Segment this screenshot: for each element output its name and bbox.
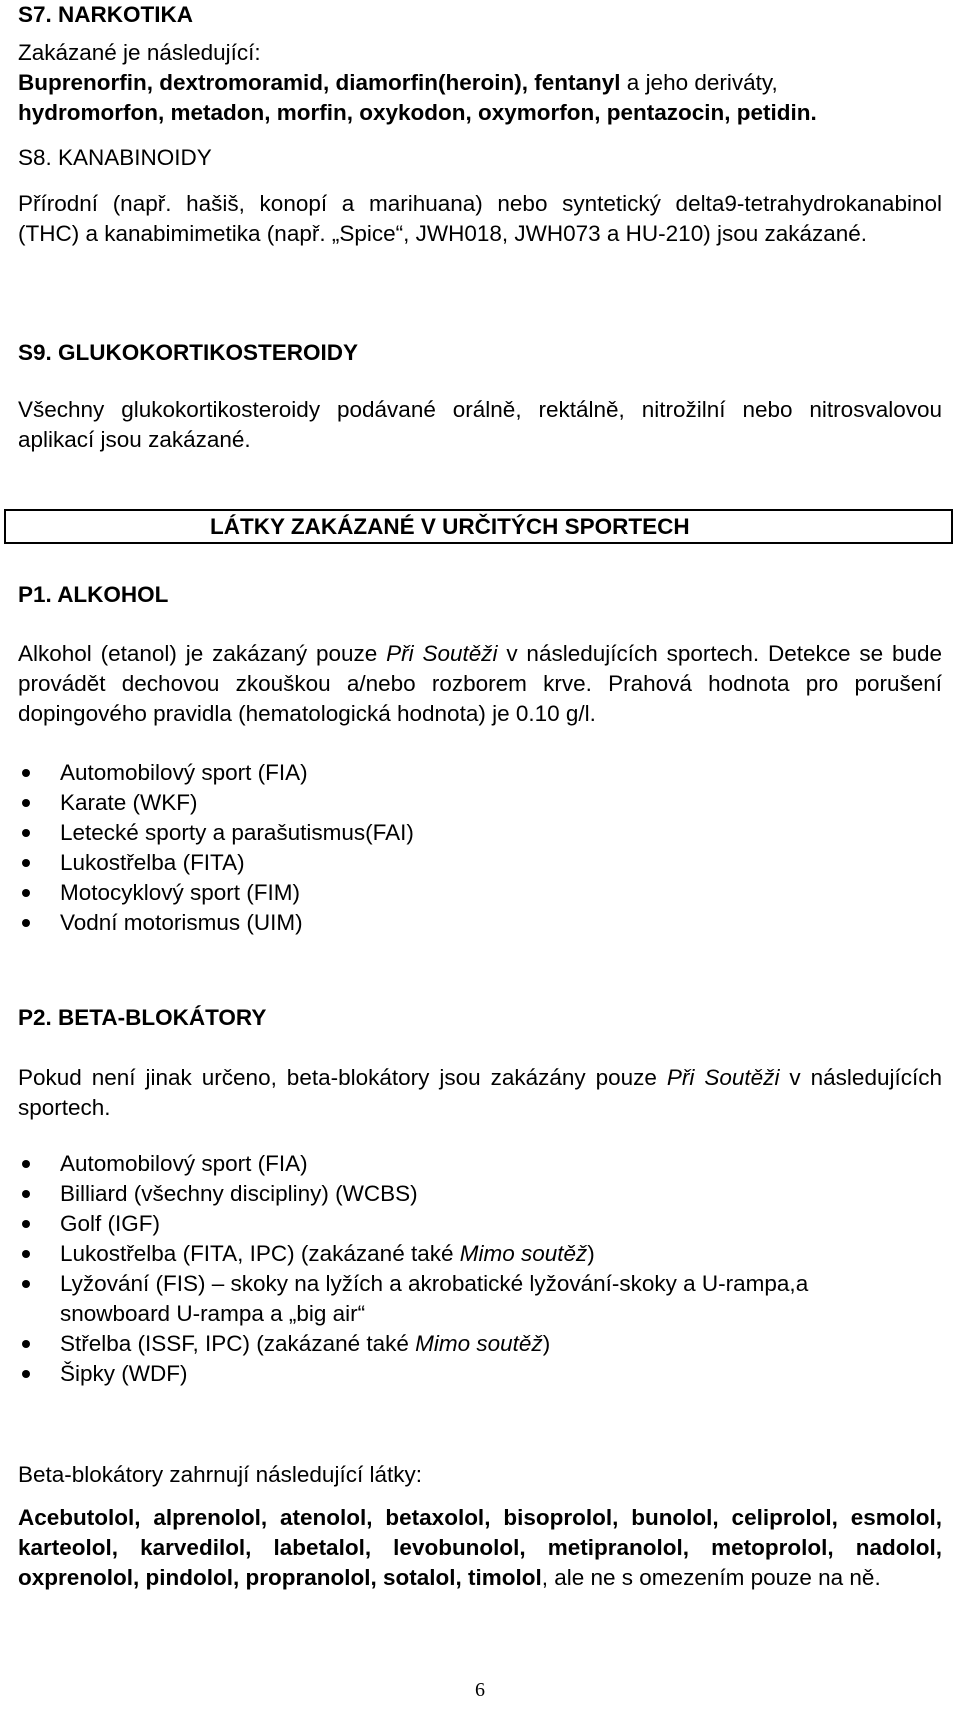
list-item: Automobilový sport (FIA) xyxy=(18,1149,942,1179)
p2-text-em: Při Soutěži xyxy=(666,1065,780,1090)
p2-sports-list xyxy=(18,1149,942,1389)
list-item: Střelba (ISSF, IPC) (zakázané také Mimo soutěž) xyxy=(18,1329,942,1359)
p2-substances-bold: Acebutolol, alprenolol, atenolol, betaxolol, bisoprolol, bunolol, celiprolol, esmolol, karteolol, karvedilol, labetalol, levobunolol, metipranolol, metoprolol, nadolol, oxprenolol, pindolol, propranolol, sotalol, timolol xyxy=(18,1505,942,1590)
section-header-box xyxy=(4,509,953,544)
list-item: Motocyklový sport (FIM) xyxy=(18,878,942,908)
list-item: Automobilový sport (FIA) xyxy=(18,758,942,788)
list-item: Karate (WKF) xyxy=(18,788,942,818)
s9-title: S9. GLUKOKORTIKOSTEROIDY xyxy=(18,340,359,365)
list-item: Vodní motorismus (UIM) xyxy=(18,908,942,938)
s8-text: Přírodní (např. hašiš, konopí a marihuana) nebo syntetický delta9-tetrahydrokanabinol (THC) a kanabimimetika (např. „Spice“, JWH018, JWH073 a HU-210) jsou zakázané. xyxy=(18,191,942,246)
p2-substances-rest: , ale ne s omezením pouze na ně. xyxy=(541,1565,881,1590)
p1-text-b: v následujících sportech. Detekce se bude provádět dechovou zkouškou a/nebo rozborem krve. Prahová hodnota pro porušení dopingového pravidla (hematologická hodnota) je 0.10 g/l. xyxy=(18,641,942,726)
p1-title: P1. ALKOHOL xyxy=(18,582,169,607)
p2-text xyxy=(18,1063,942,1123)
p2-substances xyxy=(18,1503,942,1593)
section-header-title: LÁTKY ZAKÁZANÉ V URČITÝCH SPORTECH xyxy=(210,514,690,539)
s9-text: Všechny glukokortikosteroidy podávané orálně, rektálně, nitrožilní nebo nitrosvalovou aplikací jsou zakázané. xyxy=(18,397,942,452)
p2-text-b: v následujících sportech. xyxy=(18,1065,942,1120)
s7-substances xyxy=(18,68,942,128)
p1-text xyxy=(18,639,942,729)
p1-text-a: Alkohol (etanol) je zakázaný pouze xyxy=(18,641,387,666)
s7-line1-bold: Buprenorfin, dextromoramid, diamorfin(heroin), fentanyl xyxy=(18,70,621,95)
s8-title: S8. KANABINOIDY xyxy=(18,145,212,170)
list-item: Lukostřelba (FITA) xyxy=(18,848,942,878)
list-item: Letecké sporty a parašutismus(FAI) xyxy=(18,818,942,848)
p2-substances-intro: Beta-blokátory zahrnují následující látky: xyxy=(18,1462,422,1487)
p1-sports-list xyxy=(18,758,942,938)
list-item: Lukostřelba (FITA, IPC) (zakázané také Mimo soutěž) xyxy=(18,1239,942,1269)
list-item: Billiard (všechny discipliny) (WCBS) xyxy=(18,1179,942,1209)
s7-line1-rest: a jeho deriváty, xyxy=(620,70,778,95)
list-item: Lyžování (FIS) – skoky na lyžích a akrobatické lyžování-skoky a U-rampa,a snowboard U-rampa a „big air“ xyxy=(18,1269,942,1329)
p1-text-em: Při Soutěži xyxy=(386,641,498,666)
s7-title: S7. NARKOTIKA xyxy=(18,2,194,27)
list-item: Golf (IGF) xyxy=(18,1209,942,1239)
p2-text-a: Pokud není jinak určeno, beta-blokátory jsou zakázány pouze xyxy=(18,1065,667,1090)
s7-intro: Zakázané je následující: xyxy=(18,40,261,65)
list-item: Šipky (WDF) xyxy=(18,1359,942,1389)
page-number: 6 xyxy=(475,1679,485,1701)
p2-title: P2. BETA-BLOKÁTORY xyxy=(18,1005,267,1030)
s7-line2-bold: hydromorfon, metadon, morfin, oxykodon, oxymorfon, pentazocin, petidin. xyxy=(18,100,817,125)
